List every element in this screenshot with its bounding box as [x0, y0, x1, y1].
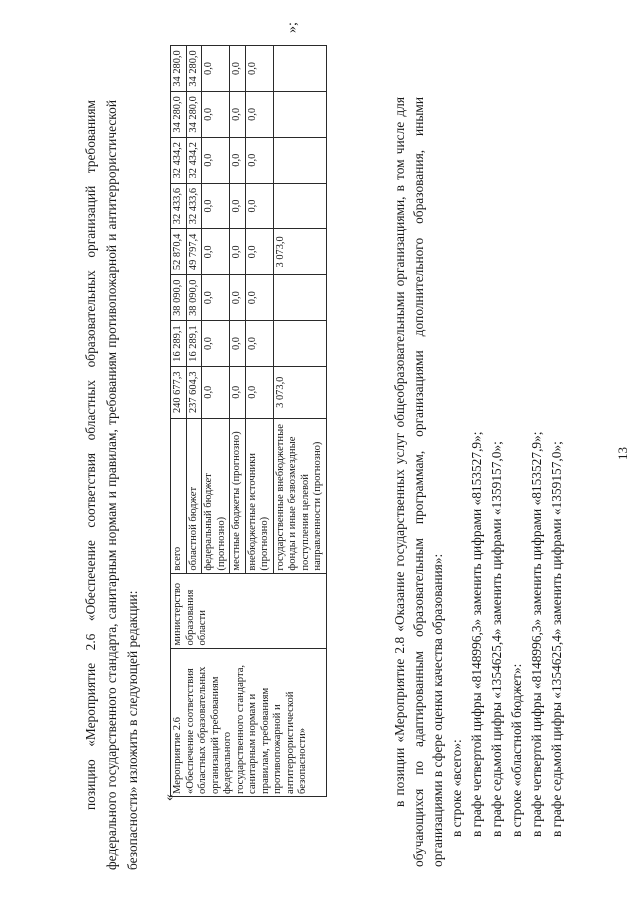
value-cell: 0,0 — [245, 46, 273, 92]
value-cell: 16 289,1 — [186, 321, 202, 367]
list-line: в графе четвертой цифры «8148996,3» заменить цифрами «8153527,9»; — [529, 431, 544, 837]
value-cell: 0,0 — [230, 321, 246, 367]
value-cell: 38 090,0 — [171, 275, 187, 321]
value-cell: 0,0 — [245, 229, 273, 275]
source-cell: местные бюджеты (прогнозно) — [230, 418, 246, 573]
value-cell: 0,0 — [202, 137, 230, 183]
value-cell: 32 433,6 — [186, 183, 202, 229]
intro-paragraph: позицию «Мероприятие 2.6 «Обеспечение соответствия областных образовательных организаций требованиям федерального государственного стандарта, санитарным нормам и правилам, требованиям противопожарной и антитеррористической безопасности» изложить в следующей редакции: — [83, 100, 140, 870]
value-cell: 0,0 — [230, 229, 246, 275]
value-cell: 32 434,2 — [171, 137, 187, 183]
value-cell: 34 280,0 — [171, 46, 187, 92]
value-cell: 38 090,0 — [186, 275, 202, 321]
quote-close: »; — [285, 22, 300, 33]
value-cell: 0,0 — [202, 183, 230, 229]
value-cell: 0,0 — [230, 137, 246, 183]
value-cell: 240 677,3 — [171, 366, 187, 418]
value-cell: 0,0 — [245, 137, 273, 183]
table-row — [171, 46, 187, 797]
closing-paragraph: в позиции «Мероприятие 2.8 «Оказание государственных услуг общеобразовательными организациями, в том числе для обучающихся по адаптированным образовательным программам, организациями дополнительного образования, иными организациями в сфере оценки качества образования»: — [392, 97, 445, 867]
value-cell: 32 434,2 — [186, 137, 202, 183]
value-cell: 0,0 — [202, 366, 230, 418]
source-cell: всего — [171, 418, 187, 573]
value-cell: 34 280,0 — [186, 46, 202, 92]
value-cell: 0,0 — [230, 91, 246, 137]
funding-table — [170, 45, 327, 797]
closing-section — [390, 97, 567, 867]
value-cell: 0,0 — [230, 183, 246, 229]
value-cell: 0,0 — [202, 321, 230, 367]
value-cell: 3 073,0 — [273, 229, 326, 275]
value-cell — [273, 46, 326, 92]
executor-cell: министерство образования области — [171, 573, 327, 648]
value-cell: 0,0 — [245, 91, 273, 137]
value-cell: 0,0 — [230, 275, 246, 321]
source-cell: внебюджетные источники (прогнозно) — [245, 418, 273, 573]
value-cell: 3 073,0 — [273, 366, 326, 418]
value-cell: 0,0 — [245, 321, 273, 367]
quote-open: « — [162, 794, 177, 801]
value-cell: 0,0 — [245, 183, 273, 229]
list-line: в графе седьмой цифры «1354625,4» заменить цифрами «1359157,0»; — [489, 441, 504, 837]
page-number: 13 — [615, 447, 630, 460]
source-cell: государственные внебюджетные фонды и иные безвозмездные поступления целевой направленности (прогнозно) — [273, 418, 326, 573]
value-cell: 0,0 — [202, 91, 230, 137]
value-cell: 34 280,0 — [171, 91, 187, 137]
measure-cell: Мероприятие 2.6 «Обеспечение соответствия областных образовательных организаций требованиям федерального государственного стандарта, санитарным нормам и правилам, требованиям противопожарной и антитеррористической безопасности» — [171, 648, 327, 796]
value-cell: 0,0 — [230, 46, 246, 92]
value-cell: 49 797,4 — [186, 229, 202, 275]
value-cell: 0,0 — [202, 46, 230, 92]
value-cell: 0,0 — [245, 275, 273, 321]
value-cell: 0,0 — [202, 275, 230, 321]
value-cell — [273, 91, 326, 137]
value-cell: 16 289,1 — [171, 321, 187, 367]
value-cell: 52 870,4 — [171, 229, 187, 275]
list-line: в строке «областной бюджет»: — [509, 663, 524, 837]
list-line: в графе седьмой цифры «1354625,4» заменить цифрами «1359157,0»; — [549, 441, 564, 837]
value-cell: 34 280,0 — [186, 91, 202, 137]
value-cell: 0,0 — [202, 229, 230, 275]
value-cell: 237 604,3 — [186, 366, 202, 418]
value-cell: 0,0 — [245, 366, 273, 418]
value-cell — [273, 275, 326, 321]
value-cell — [273, 321, 326, 367]
value-cell: 0,0 — [230, 366, 246, 418]
value-cell — [273, 137, 326, 183]
source-cell: федеральный бюджет (прогнозно) — [202, 418, 230, 573]
list-line: в графе четвертой цифры «8148996,3» заменить цифрами «8153527,9»; — [469, 431, 484, 837]
value-cell: 32 433,6 — [171, 183, 187, 229]
source-cell: областной бюджет — [186, 418, 202, 573]
list-line: в строке «всего»: — [449, 739, 464, 837]
value-cell — [273, 183, 326, 229]
